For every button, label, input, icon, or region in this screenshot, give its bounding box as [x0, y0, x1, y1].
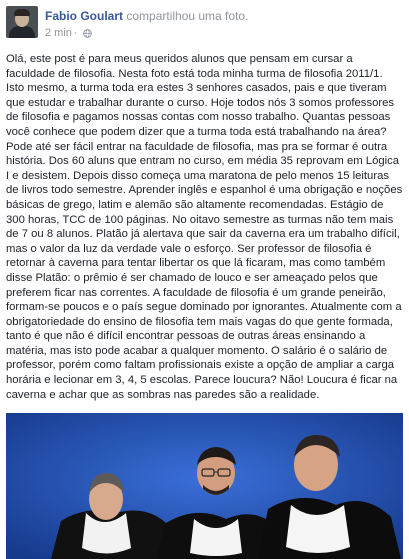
globe-icon[interactable]	[83, 29, 92, 38]
post-timestamp[interactable]: 2 min	[45, 27, 72, 39]
post-text: Olá, este post é para meus queridos alunos que pensam em cursar a faculdade de filosofia. Nesta foto está toda minha turma de filosofia 2011/1. Isto mesmo, a turma toda era estes 3 senhores casados, pais e que tiveram que estudar e trabalhar durante o curso. Hoje todos nós 3 somos professores de filosofia e pagamos nossas contas com nosso trabalho. Quantas pessoas você conhece que podem dizer que a turma toda está trabalhando na área? Pode até ser fácil entrar na faculdade de filosofia, mas pra se formar é outra história. Dos 60 aluns que entram no curso, em média 35 reprovam em Lógica I e desistem. Depois disso começa uma maratona de pelo menos 15 leituras de livros todo semestre. Aprender inglês e espanhol é uma obrigação e noções básicas de grego, latim e alemão são altamente recomendadas. Estágio de 300 horas, TCC de 100 páginas. No oitavo semestre as turmas não tem mais de 7 ou 8 alunos. Platão já alertava que sair da caverna era um trabalho difícil, mas o valor da luz da verdade vale o esforço. Ser professor de filosofia é retornar à caverna para tentar libertar os que lá ficaram, mas como também disse Platão: o prêmio é ser chamado de louco e ser ameaçado pelos que preferem ficar nas correntes. A faculdade de filosofia é um grande peneirão, formam-se poucos e o país segue dominado por ignorantes. Atualmente com a obrigatoriedade do ensino de filosofia tem mais vagas do que gente formada, tanto é que não é difícil encontrar pessoas de outras áreas ensinando a matéria, mas isto pode acabar a qualquer momento. O salário é o salário de professor, porém como faltam profissionais existe a opção de ampliar a carga horária e lecionar em 3, 4, 5 escolas. Parece loucura? Não! Loucura é ficar na caverna e achar que as sombras nas paredes são a realidade.	[6, 53, 403, 401]
author-name[interactable]: Fabio Goulart	[45, 9, 123, 23]
post-meta	[45, 27, 92, 39]
post-action: compartilhou uma foto.	[126, 9, 249, 23]
author-avatar[interactable]	[6, 6, 38, 38]
post-header	[0, 0, 409, 44]
post-photo[interactable]	[6, 413, 403, 559]
meta-separator: ·	[73, 27, 78, 39]
graduation-photo	[6, 413, 403, 559]
post-title-line	[45, 9, 248, 23]
